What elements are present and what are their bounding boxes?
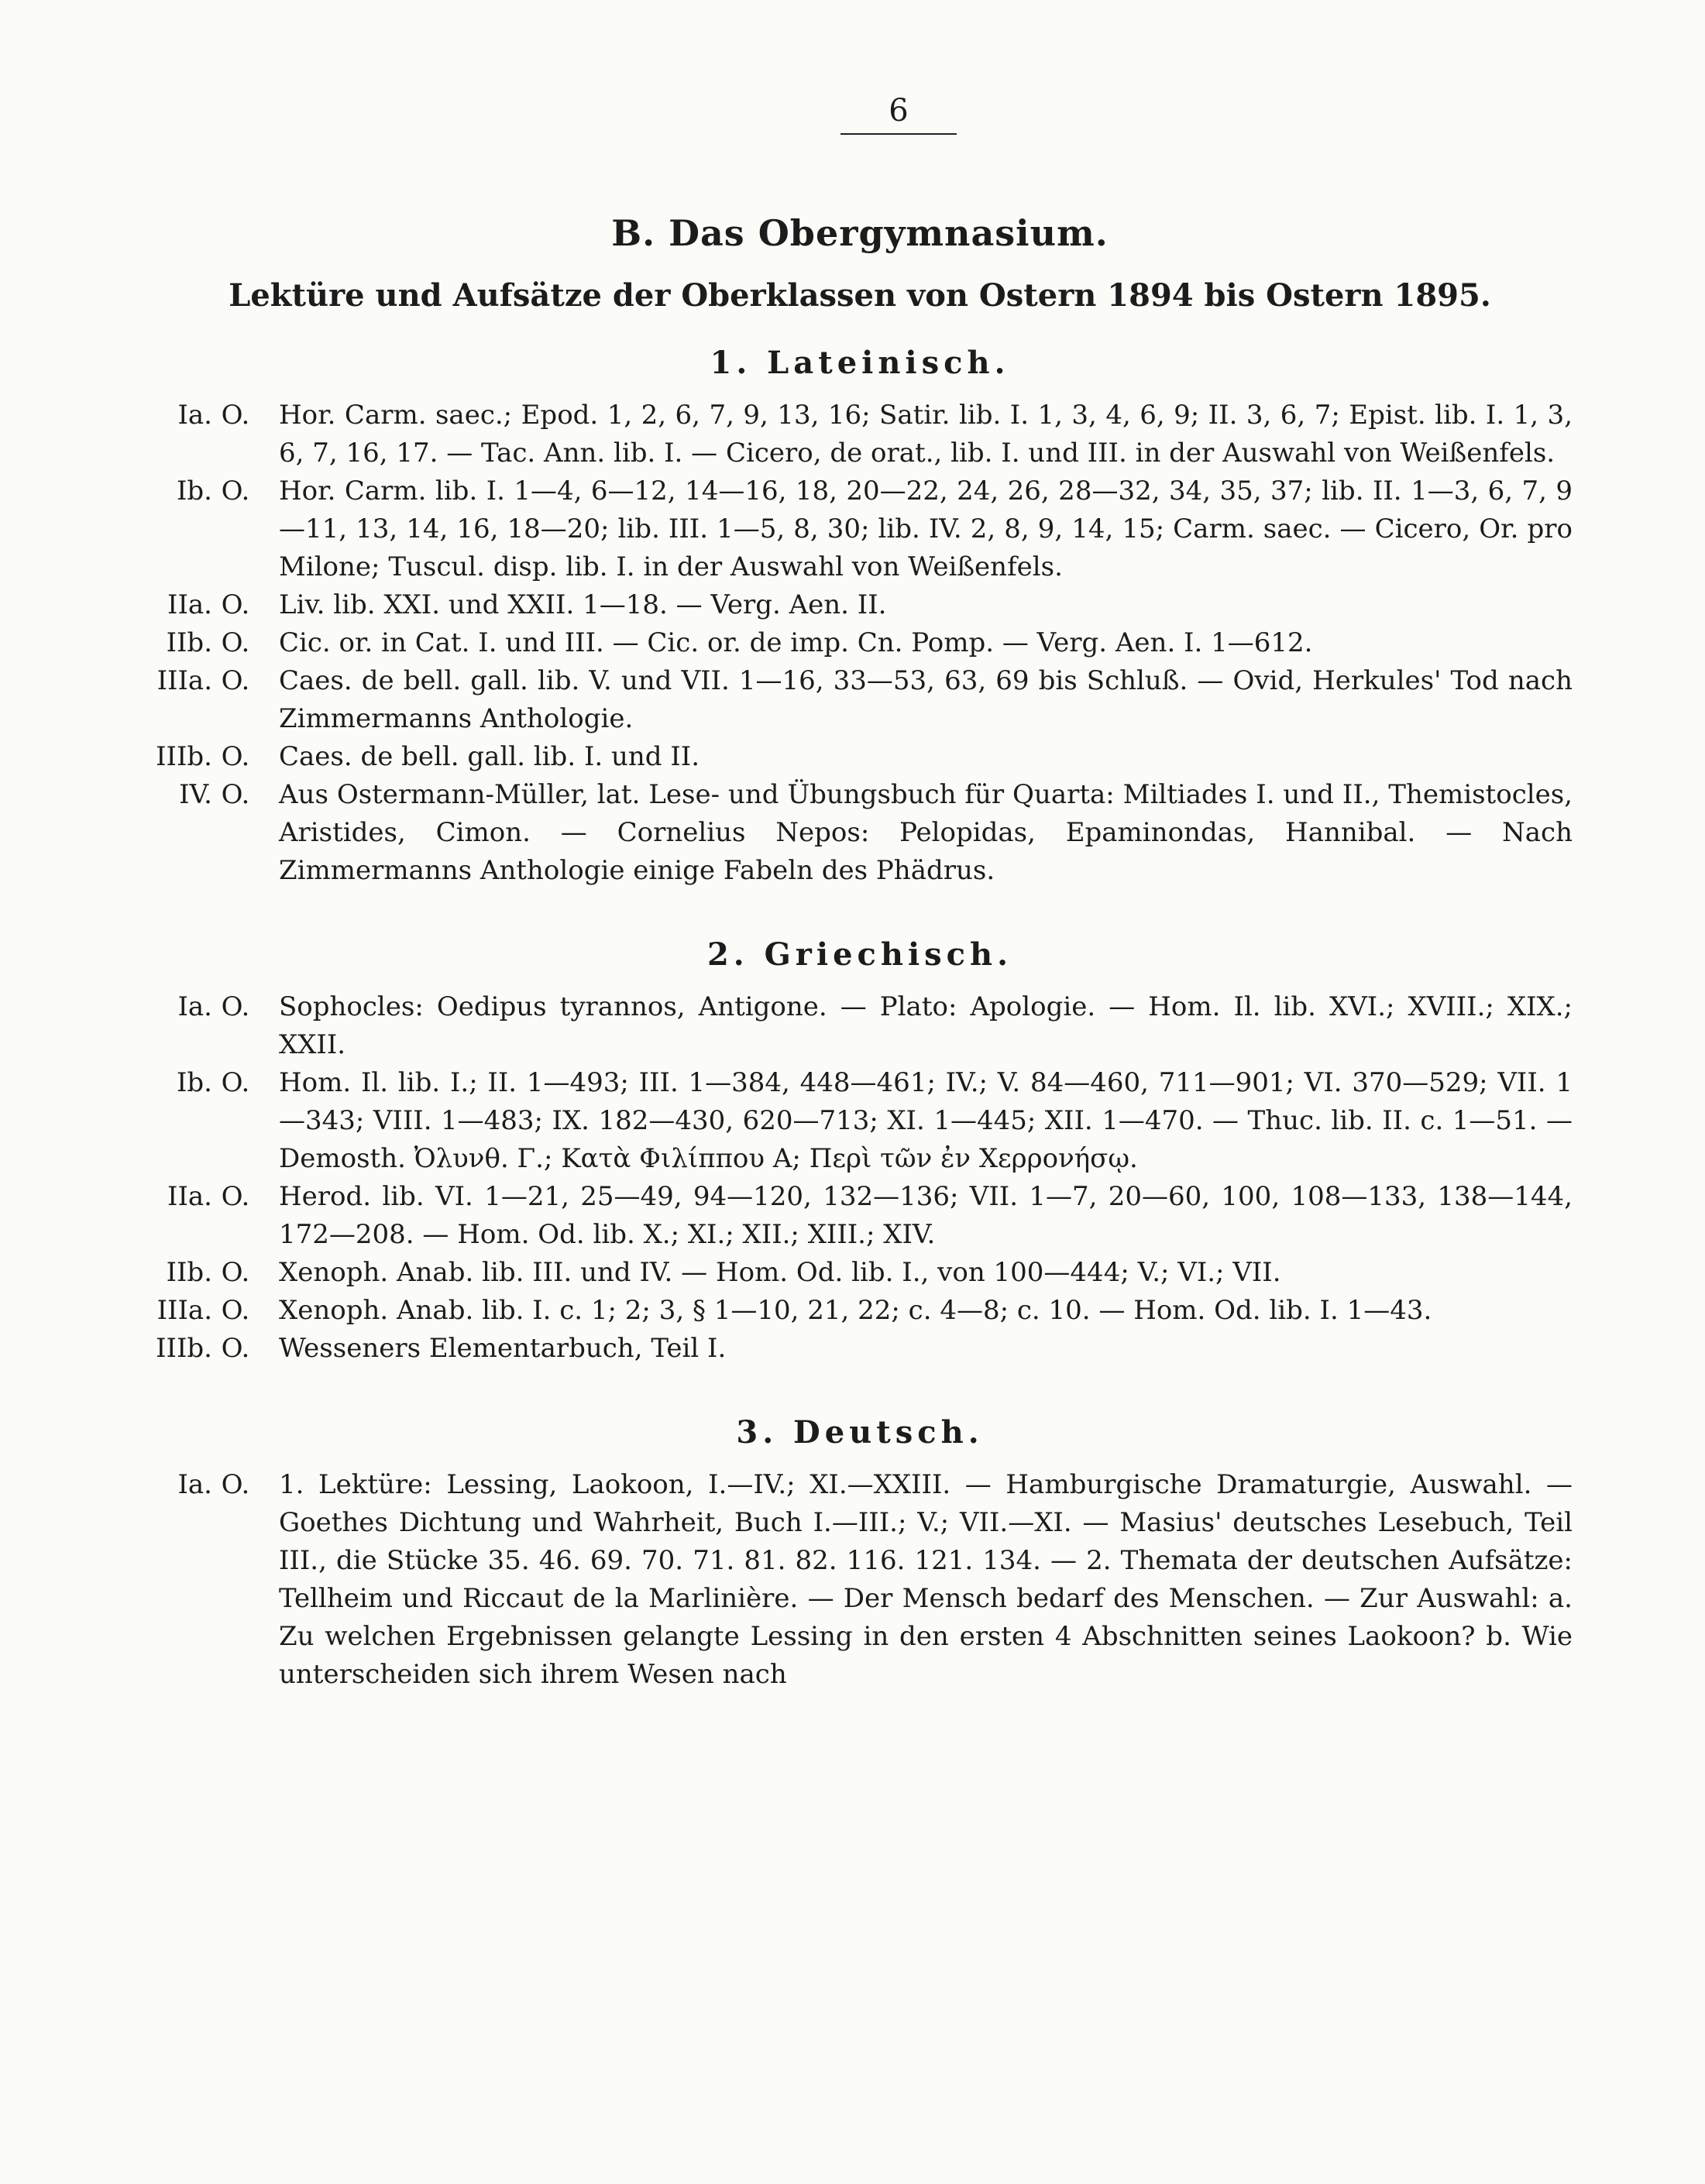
list-item (147, 988, 1573, 1064)
term-label: O. (221, 665, 250, 696)
list-item (147, 1292, 1573, 1330)
term-label: O. (221, 1469, 250, 1500)
class-label: Ia. (177, 1469, 212, 1500)
list-item (147, 1466, 1573, 1694)
list-item (147, 624, 1573, 662)
entry-text: Hom. Il. lib. I.; II. 1—493; III. 1—384, 448—461; IV.; V. 84—460, 711—901; VI. 370—529; VII. 1—343; VIII. 1—483; IX. 182—430, 620—713; XI. 1—445; XII. 1—470. — Thuc. lib. II. c. 1—51. — Demosth. Ὀλυνθ. Γ.; Κατὰ Φιλίππου Α; Περὶ τῶν ἐν Χερρονήσῳ. (279, 1067, 1573, 1174)
section-title-german: 3. Deutsch. (736, 1414, 984, 1451)
page (147, 93, 1573, 1694)
class-label: IIIa. (156, 1295, 212, 1326)
list-item (147, 472, 1573, 586)
class-label: Ia. (177, 400, 212, 431)
entry-text: Caes. de bell. gall. lib. V. und VII. 1—16, 33—53, 63, 69 bis Schluß. — Ovid, Herkules' Tod nach Zimmermanns Anthologie. (279, 665, 1573, 734)
section-title-greek: 2. Griechisch. (706, 936, 1013, 973)
page-number: 6 (889, 93, 909, 129)
list-item (147, 1178, 1573, 1254)
term-label: O. (221, 476, 250, 507)
entry-text: Aus Ostermann-Müller, lat. Lese- und Übungsbuch für Quarta: Miltiades I. und II., Themistocles, Aristides, Cimon. — Cornelius Nepos: Pelopidas, Epaminondas, Hannibal. — Nach Zimmermanns Anthologie einige Fabeln des Phädrus. (279, 779, 1573, 886)
class-label: IIb. (166, 627, 212, 658)
term-label: O. (221, 779, 250, 810)
entry-text: Xenoph. Anab. lib. I. c. 1; 2; 3, § 1—10, 21, 22; c. 4—8; c. 10. — Hom. Od. lib. I. 1—43. (279, 1295, 1432, 1326)
class-label: Ia. (177, 991, 212, 1022)
entry-text: Cic. or. in Cat. I. und III. — Cic. or. de imp. Cn. Pomp. — Verg. Aen. I. 1—612. (279, 627, 1313, 658)
entry-text: Caes. de bell. gall. lib. I. und II. (279, 741, 700, 772)
class-label: Ib. (176, 476, 212, 507)
class-label: IIa. (167, 1181, 212, 1212)
section-title-latin: 1. Lateinisch. (710, 345, 1010, 381)
term-label: O. (221, 589, 250, 620)
entry-text: Hor. Carm. saec.; Epod. 1, 2, 6, 7, 9, 13, 16; Satir. lib. I. 1, 3, 4, 6, 9; II. 3, 6, 7; Epist. lib. I. 1, 3, 6, 7, 16, 17. — Tac. Ann. lib. I. — Cicero, de orat., lib. I. und III. in der Auswahl von Weißenfels. (279, 400, 1573, 469)
term-label: O. (221, 400, 250, 431)
entry-text: Sophocles: Oedipus tyrannos, Antigone. — Plato: Apologie. — Hom. Il. lib. XVI.; XVIII.; XIX.; XXII. (279, 991, 1573, 1060)
term-label: O. (221, 627, 250, 658)
sub-heading: Lektüre und Aufsätze der Oberklassen von Ostern 1894 bis Ostern 1895. (229, 277, 1491, 314)
class-label: IIIb. (156, 741, 212, 772)
class-label: Ib. (176, 1067, 212, 1098)
main-heading: B. Das Obergymnasium. (611, 212, 1109, 254)
term-label: O. (221, 991, 250, 1022)
class-label: IIa. (167, 589, 212, 620)
class-label: IIIa. (156, 665, 212, 696)
entry-text: Wesseners Elementarbuch, Teil I. (279, 1333, 727, 1364)
list-item (147, 1254, 1573, 1292)
class-label: IIb. (166, 1257, 212, 1288)
entry-text: Hor. Carm. lib. I. 1—4, 6—12, 14—16, 18, 20—22, 24, 26, 28—32, 34, 35, 37; lib. II. 1—3, 6, 7, 9—11, 13, 14, 16, 18—20; lib. III. 1—5, 8, 30; lib. IV. 2, 8, 9, 14, 15; Carm. saec. — Cicero, Or. pro Milone; Tuscul. disp. lib. I. in der Auswahl von Weißenfels. (279, 476, 1573, 582)
term-label: O. (221, 1181, 250, 1212)
entry-text: Herod. lib. VI. 1—21, 25—49, 94—120, 132—136; VII. 1—7, 20—60, 100, 108—133, 138—144, 172—208. — Hom. Od. lib. X.; XI.; XII.; XIII.; XIV. (279, 1181, 1573, 1250)
term-label: O. (221, 1067, 250, 1098)
list-item (147, 738, 1573, 776)
class-label: IIIb. (156, 1333, 212, 1364)
term-label: O. (221, 741, 250, 772)
class-label: IV. (179, 779, 212, 810)
term-label: O. (221, 1333, 250, 1364)
list-item (147, 586, 1573, 624)
term-label: O. (221, 1257, 250, 1288)
list-item (147, 1330, 1573, 1368)
entry-text: 1. Lektüre: Lessing, Laokoon, I.—IV.; XI.—XXIII. — Hamburgische Dramaturgie, Auswahl. — Goethes Dichtung und Wahrheit, Buch I.—III.; V.; VII.—XI. — Masius' deutsches Lesebuch, Teil III., die Stücke 35. 46. 69. 70. 71. 81. 82. 116. 121. 134. — 2. Themata der deutschen Aufsätze: Tellheim und Riccaut de la Marlinière. — Der Mensch bedarf des Menschen. — Zur Auswahl: a. Zu welchen Ergebnissen gelangte Lessing in den ersten 4 Abschnitten seines Laokoon? b. Wie unterscheiden sich ihrem Wesen nach (279, 1469, 1573, 1690)
list-item (147, 662, 1573, 738)
list-item (147, 776, 1573, 890)
entry-text: Xenoph. Anab. lib. III. und IV. — Hom. Od. lib. I., von 100—444; V.; VI.; VII. (279, 1257, 1281, 1288)
list-item (147, 1064, 1573, 1178)
page-number-rule (840, 133, 957, 135)
list-item (147, 397, 1573, 472)
entry-text: Liv. lib. XXI. und XXII. 1—18. — Verg. Aen. II. (279, 589, 887, 620)
term-label: O. (221, 1295, 250, 1326)
